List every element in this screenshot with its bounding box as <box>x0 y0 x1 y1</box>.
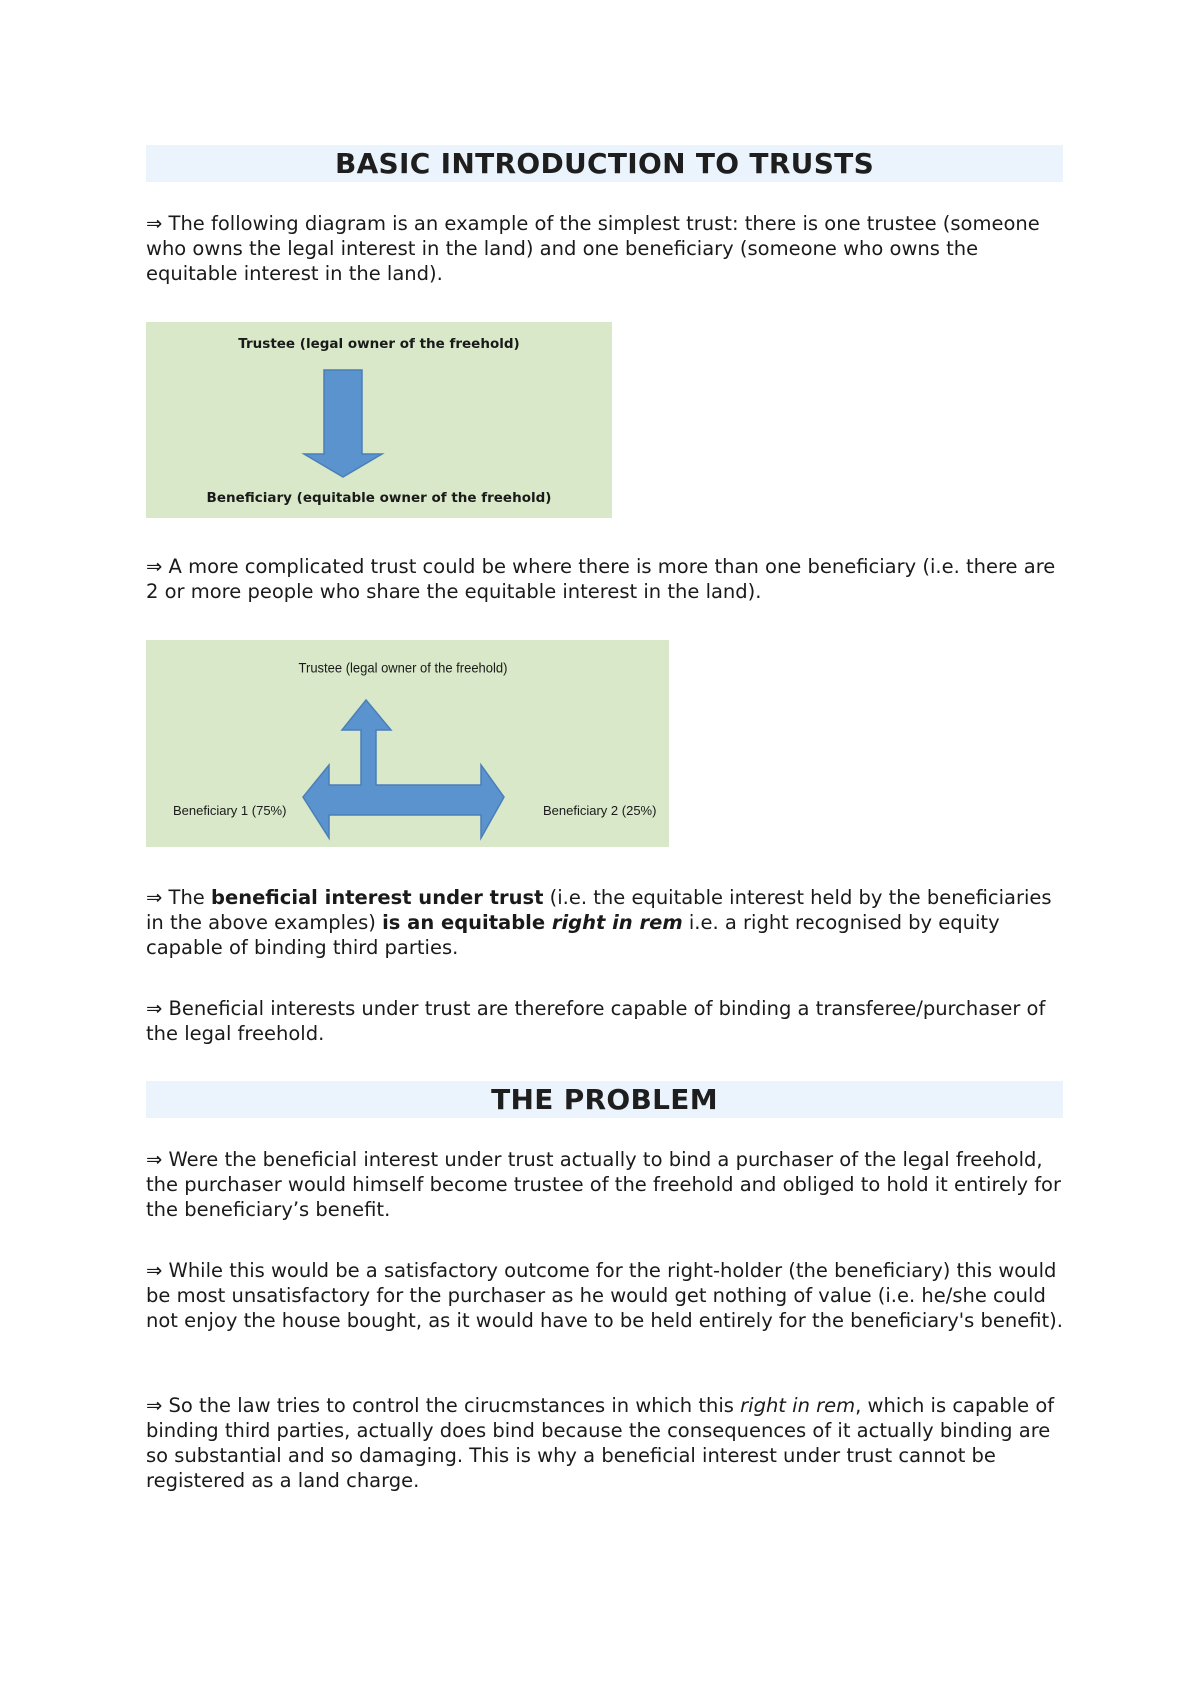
beneficiary-1-label: Beneficiary 1 (75%) <box>173 803 287 818</box>
paragraph: ⇒ The beneficial interest under trust (i.e. the equitable interest held by the beneficiaries in the above examples) is an equitable right in rem i.e. a right recognised by equity capable of binding third parties. <box>146 886 1052 959</box>
bold-term: beneficial interest under trust <box>211 886 544 909</box>
paragraph: ⇒ The following diagram is an example of the simplest trust: there is one trustee (someone who owns the legal interest in the land) and one beneficiary (someone who owns the equitable interest in the land). <box>146 212 1040 285</box>
paragraph: ⇒ A more complicated trust could be where there is more than one beneficiary (i.e. there are 2 or more people who share the equitable interest in the land). <box>146 555 1056 603</box>
section-heading-band <box>146 1081 1063 1118</box>
paragraph: ⇒ Were the beneficial interest under trust actually to bind a purchaser of the legal freehold, the purchaser would himself become trustee of the freehold and obliged to hold it entirely for the beneficiary’s benefit. <box>146 1148 1062 1221</box>
paragraph: ⇒ While this would be a satisfactory outcome for the right-holder (the beneficiary) this would be most unsatisfactory for the purchaser as he would get nothing of value (i.e. he/she could not enjoy the house bought, as it would have to be held entirely for the beneficiary's benefit). <box>146 1259 1063 1332</box>
italic-term: right in rem <box>551 911 683 934</box>
section-heading: BASIC INTRODUCTION TO TRUSTS <box>334 147 875 180</box>
italic-term: right in rem <box>740 1394 856 1417</box>
beneficiary-label: Beneficiary (equitable owner of the freehold) <box>206 490 552 506</box>
beneficiary-2-label: Beneficiary 2 (25%) <box>543 803 657 818</box>
section-heading-band <box>146 145 1063 182</box>
trustee-label: Trustee (legal owner of the freehold) <box>298 659 508 676</box>
paragraph: ⇒ Beneficial interests under trust are therefore capable of binding a transferee/purchaser of the legal freehold. <box>146 997 1046 1045</box>
trustee-label: Trustee (legal owner of the freehold) <box>238 336 520 352</box>
three-way-arrow-icon <box>303 700 504 838</box>
multiple-beneficiaries-diagram <box>146 640 669 847</box>
paragraph: ⇒ So the law tries to control the cirucmstances in which this right in rem, which is capable of binding third parties, actually does bind because the consequences of it actually binding are so substantial and so damaging. This is why a beneficial interest under trust cannot be registered as a land charge. <box>146 1394 1055 1492</box>
section-heading: THE PROBLEM <box>491 1083 718 1116</box>
down-arrow-icon <box>304 370 382 477</box>
bold-term: is an equitable right in rem <box>382 911 683 934</box>
simple-trust-diagram <box>146 322 612 518</box>
